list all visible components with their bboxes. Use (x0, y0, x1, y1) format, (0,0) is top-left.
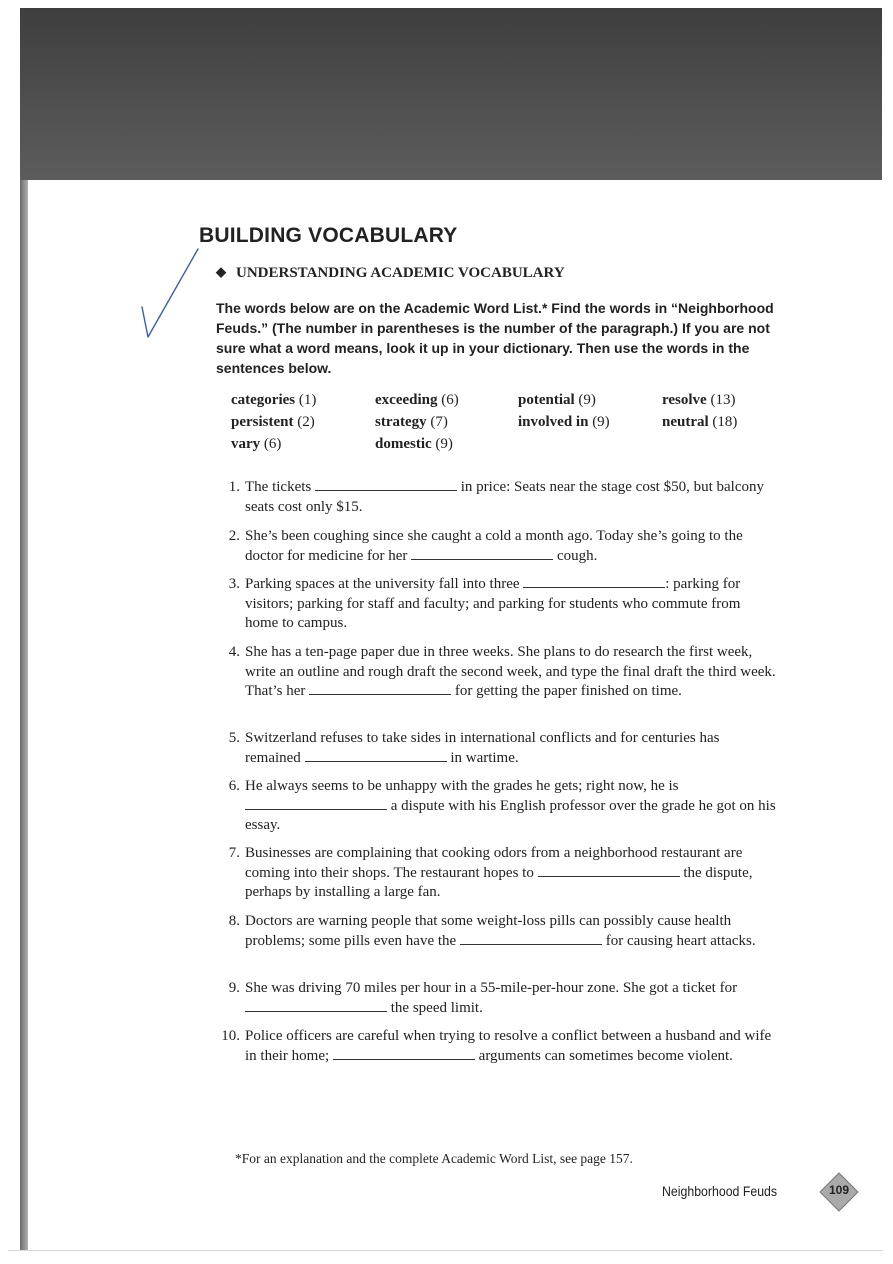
item-number: 3. (228, 576, 240, 592)
word-entry: exceeding (6) (375, 392, 459, 408)
word-entry: vary (6) (231, 436, 282, 452)
item-number: 9. (228, 980, 240, 996)
item-text: Switzerland refuses to take sides in international conflicts and for centuries has remained in wartime. (245, 730, 720, 766)
item-text: She was driving 70 miles per hour in a 55-mile-per-hour zone. She got a ticket for the speed limit. (245, 980, 738, 1016)
item-text: He always seems to be unhappy with the grades he gets; right now, he is a dispute with his English professor over the grade he got on his essay. (245, 778, 776, 833)
answer-blank[interactable] (523, 575, 665, 588)
item-number: 10. (221, 1028, 240, 1044)
running-footer: Neighborhood Feuds (662, 1183, 778, 1199)
page-number: 109 (828, 1183, 850, 1197)
word-entry: neutral (18) (662, 414, 738, 430)
item-number: 8. (228, 913, 240, 929)
instructions: The words below are on the Academic Word List.* Find the words in “Neighborhood Feuds.” (The number in parentheses is the number of the paragraph.) If you are not sure what a word means, look it up in your dictionary. Then use the words in the sentences below. (216, 300, 774, 376)
word-entry: potential (9) (518, 392, 596, 408)
word-entry: domestic (9) (375, 436, 453, 452)
answer-blank[interactable] (538, 864, 680, 877)
answer-blank[interactable] (309, 682, 451, 695)
word-column (662, 389, 737, 433)
item-text: Businesses are complaining that cooking odors from a neighborhood restaurant are coming into their shops. The restaurant hopes to the dispute, perhaps by installing a large fan. (245, 845, 753, 900)
item-number: 1. (228, 479, 240, 495)
word-entry: persistent (2) (231, 414, 315, 430)
word-entry: strategy (7) (375, 414, 448, 430)
word-entry: categories (1) (231, 392, 317, 408)
item-number: 2. (228, 528, 240, 544)
footnote: *For an explanation and the complete Academic Word List, see page 157. (235, 1151, 633, 1166)
item-text: Police officers are careful when trying to resolve a conflict between a husband and wife in their home; arguments can sometimes become violent. (245, 1028, 772, 1064)
item-text: The tickets in price: Seats near the stage cost $50, but balcony seats cost only $15. (245, 479, 764, 515)
word-entry: involved in (9) (518, 414, 610, 430)
item-number: 5. (228, 730, 240, 746)
answer-blank[interactable] (411, 547, 553, 560)
item-number: 6. (228, 778, 240, 794)
word-entry: resolve (13) (662, 392, 736, 408)
subsection-heading-text: UNDERSTANDING ACADEMIC VOCABULARY (236, 265, 565, 281)
answer-blank[interactable] (333, 1047, 475, 1060)
subsection-heading (216, 265, 565, 282)
word-column (375, 389, 459, 455)
item-number: 4. (228, 644, 240, 660)
answer-blank[interactable] (305, 749, 447, 762)
scanner-shadow (20, 8, 882, 180)
word-column (518, 389, 610, 433)
item-text: Doctors are warning people that some weight-loss pills can possibly cause health problems; some pills even have the for causing heart attacks. (245, 913, 756, 949)
section-heading: BUILDING VOCABULARY (199, 224, 458, 247)
answer-blank[interactable] (245, 999, 387, 1012)
diamond-bullet-icon: ◆ (216, 264, 226, 279)
item-number: 7. (228, 845, 240, 861)
answer-blank[interactable] (460, 932, 602, 945)
answer-blank[interactable] (245, 797, 387, 810)
page-number-badge (819, 1172, 859, 1212)
page-bottom-edge (8, 1250, 883, 1251)
item-text: She has a ten-page paper due in three weeks. She plans to do research the first week, write an outline and rough draft the second week, and type the final draft the third week. That’s her for getting the paper finished on time. (245, 644, 776, 699)
item-text: She’s been coughing since she caught a cold a month ago. Today she’s going to the doctor for medicine for her cough. (245, 528, 743, 564)
word-column (231, 389, 316, 455)
item-text: Parking spaces at the university fall into three : parking for visitors; parking for staff and faculty; and parking for students who commute from home to campus. (245, 576, 741, 631)
answer-blank[interactable] (315, 478, 457, 491)
handwritten-checkmark (140, 245, 200, 340)
